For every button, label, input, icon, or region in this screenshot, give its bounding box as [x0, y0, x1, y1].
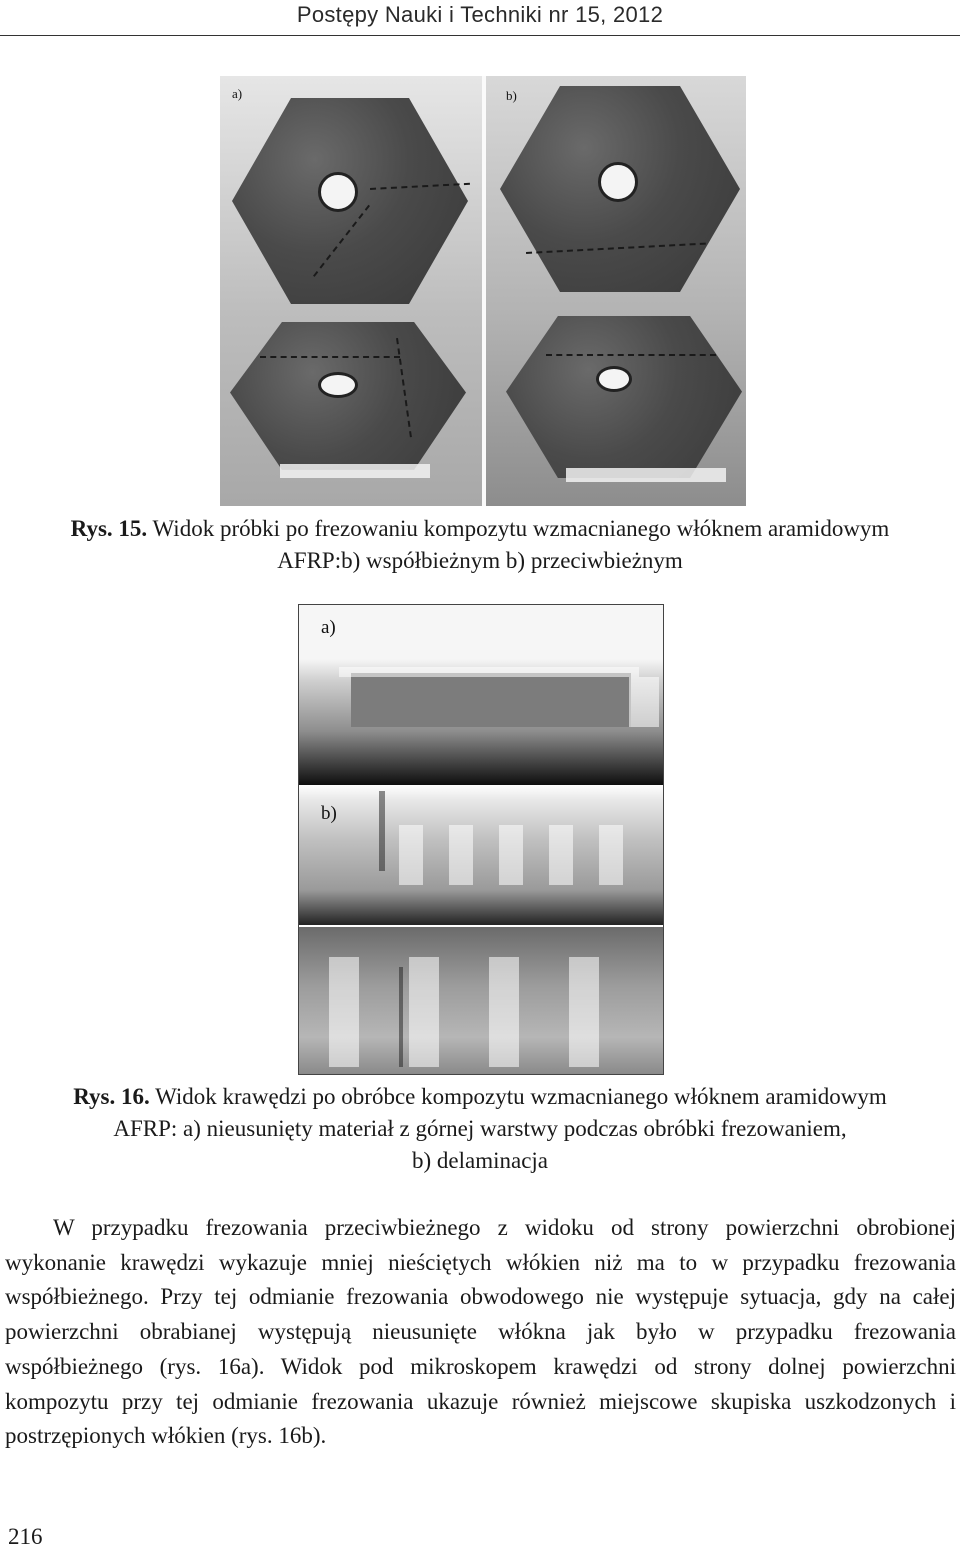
figure-16-label-a: a): [321, 617, 336, 638]
fiber-bundle: [549, 825, 573, 885]
sample-hole: [598, 162, 638, 202]
figure-15-label-b: b): [506, 88, 517, 103]
figure-16-panel-a: [299, 605, 663, 785]
fiber-fray: [566, 468, 726, 482]
fiber-bundle: [499, 825, 523, 885]
fiber-line: [546, 354, 716, 356]
sample-hole: [596, 366, 632, 392]
fiber-bundle: [449, 825, 473, 885]
figure-16-caption-number: Rys. 16.: [73, 1084, 150, 1109]
figure-15-photo: [220, 76, 746, 506]
fiber-bundle: [569, 957, 599, 1067]
sample-hole: [318, 172, 358, 212]
figure-16-label-b: b): [321, 803, 337, 824]
fiber-bundle: [409, 957, 439, 1067]
fiber-bundle: [489, 957, 519, 1067]
figure-15-caption-number: Rys. 15.: [70, 516, 148, 541]
figure-16-photo: [298, 604, 664, 1075]
figure-16-caption-line-3: b) delaminacja: [411, 1148, 548, 1173]
fiber-bundle: [599, 825, 623, 885]
fiber-fray: [339, 667, 639, 677]
figure-16-panel-c: [299, 927, 663, 1074]
unremoved-material: [351, 673, 631, 727]
page-number: 216: [8, 1524, 43, 1549]
figure-15-panel-a: [220, 76, 482, 506]
body-text: [5, 1211, 956, 1454]
figure-16-panel-b: [299, 785, 663, 925]
header-rule: [0, 35, 960, 36]
fiber-line: [260, 356, 400, 358]
figure-16-caption-line-1: Widok krawędzi po obróbce kompozytu wzmacnianego włóknem aramidowym: [155, 1084, 887, 1109]
fiber-bundle: [399, 825, 423, 885]
fiber-fray: [280, 464, 430, 478]
figure-16-caption-line-2: AFRP: a) nieusunięty materiał z górnej warstwy podczas obróbki frezowaniem,: [113, 1116, 847, 1141]
figure-15-caption: [0, 513, 960, 577]
delamination-crack: [399, 967, 403, 1067]
figure-15-label-a: a): [232, 86, 243, 101]
fiber-bundle: [329, 957, 359, 1067]
body-paragraph: W przypadku frezowania przeciwbieżnego z widoku od strony powierzchni obrobionej wykonanie krawędzi wykazuje mniej nieściętych włókien niż ma to w przypadku frezowania współbieżnego. Przy tej odmianie frezowania obwodowego nie występuje sytuacja, gdy na całej powierzchni obrabianej występują nieusunięte włókna jak było w przypadku frezowania współbieżnego (rys. 16a). Widok pod mikroskopem krawędzi od strony dolnej powierzchni kompozytu przy tej odmianie frezowania ukazuje również miejscowe skupiska uszkodzonych i postrzępionych włókien (rys. 16b).: [5, 1215, 956, 1449]
fiber-fray: [629, 677, 659, 727]
figure-16-caption: [0, 1081, 960, 1177]
delamination-crack: [379, 791, 385, 871]
figure-15-caption-text: Widok próbki po frezowaniu kompozytu wzmacnianego włóknem aramidowym AFRP:b) współbieżnym b) przeciwbieżnym: [152, 516, 890, 573]
sample-hole: [318, 372, 358, 398]
journal-header: Postępy Nauki i Techniki nr 15, 2012: [296, 2, 664, 27]
figure-15-panel-b: [486, 76, 746, 506]
